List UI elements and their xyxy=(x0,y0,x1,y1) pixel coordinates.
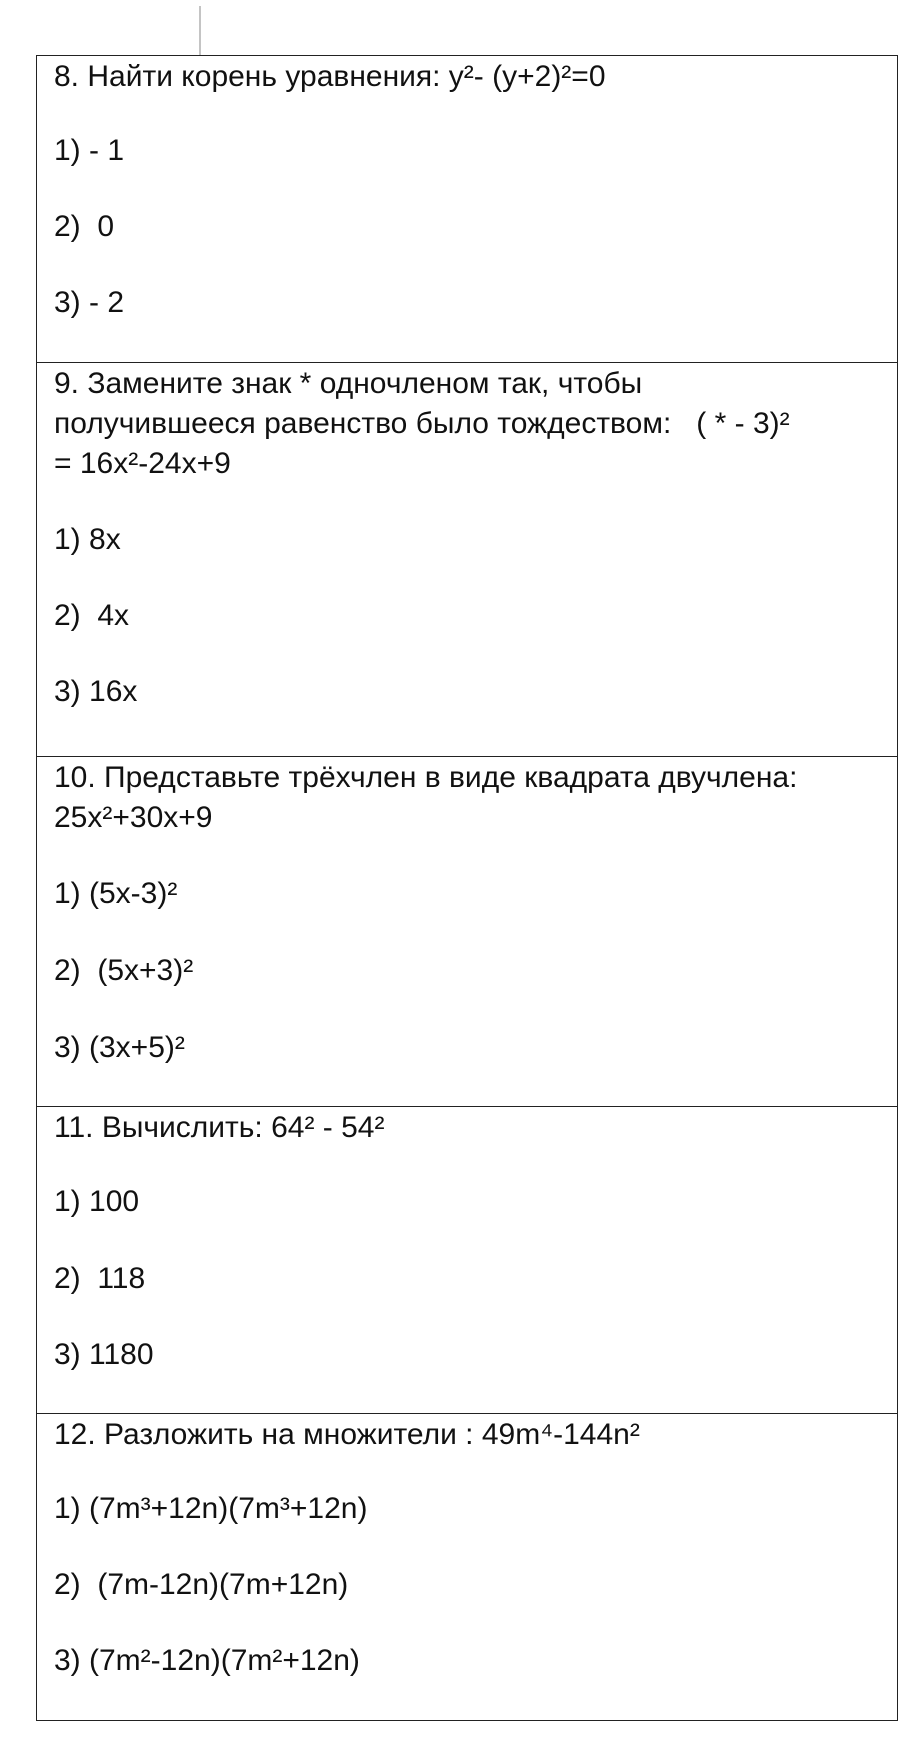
question-9-option-3: 3) 16x xyxy=(54,675,138,708)
question-12-option-3: 3) (7m²-12n)(7m²+12n) xyxy=(54,1644,360,1677)
question-10-cell xyxy=(37,757,898,1107)
question-9-text-line-3: = 16x²-24x+9 xyxy=(54,447,231,480)
question-8-option-2: 2) 0 xyxy=(54,210,115,243)
quiz-table xyxy=(36,55,898,1721)
question-8-cell xyxy=(37,56,898,363)
question-8-option-1: 1) - 1 xyxy=(54,134,125,167)
table-row xyxy=(37,1414,898,1721)
question-10-text-line-1: 10. Представьте трёхчлен в виде квадрата двучлена: xyxy=(54,761,798,794)
question-11-option-1: 1) 100 xyxy=(54,1185,140,1218)
question-8-text: 8. Найти корень уравнения: y²- (y+2)²=0 xyxy=(54,60,606,93)
question-12-text: 12. Разложить на множители : 49m⁴-144n² xyxy=(54,1418,640,1451)
question-11-text: 11. Вычислить: 64² - 54² xyxy=(54,1111,385,1144)
question-12-cell xyxy=(37,1414,898,1721)
question-11-option-3: 3) 1180 xyxy=(54,1338,154,1371)
question-12-option-2: 2) (7m-12n)(7m+12n) xyxy=(54,1568,349,1601)
question-11-cell xyxy=(37,1107,898,1414)
table-row xyxy=(37,1107,898,1414)
table-row xyxy=(37,56,898,363)
question-11-option-2: 2) 118 xyxy=(54,1262,146,1295)
question-9-cell xyxy=(37,363,898,757)
table-row xyxy=(37,757,898,1107)
question-9-text-line-2: получившееся равенство было тождеством: ( * - 3)² xyxy=(54,407,790,440)
question-10-option-3: 3) (3x+5)² xyxy=(54,1031,185,1064)
question-10-option-2: 2) (5x+3)² xyxy=(54,954,194,987)
question-8-option-3: 3) - 2 xyxy=(54,286,125,319)
question-9-option-2: 2) 4x xyxy=(54,599,130,632)
question-12-option-1: 1) (7m³+12n)(7m³+12n) xyxy=(54,1492,368,1525)
column-tick-line xyxy=(199,6,201,55)
question-9-text-line-1: 9. Замените знак * одночленом так, чтобы xyxy=(54,367,643,400)
question-9-option-1: 1) 8x xyxy=(54,523,121,556)
question-10-text-line-2: 25x²+30x+9 xyxy=(54,801,213,834)
question-10-option-1: 1) (5x-3)² xyxy=(54,877,178,910)
table-row xyxy=(37,363,898,757)
